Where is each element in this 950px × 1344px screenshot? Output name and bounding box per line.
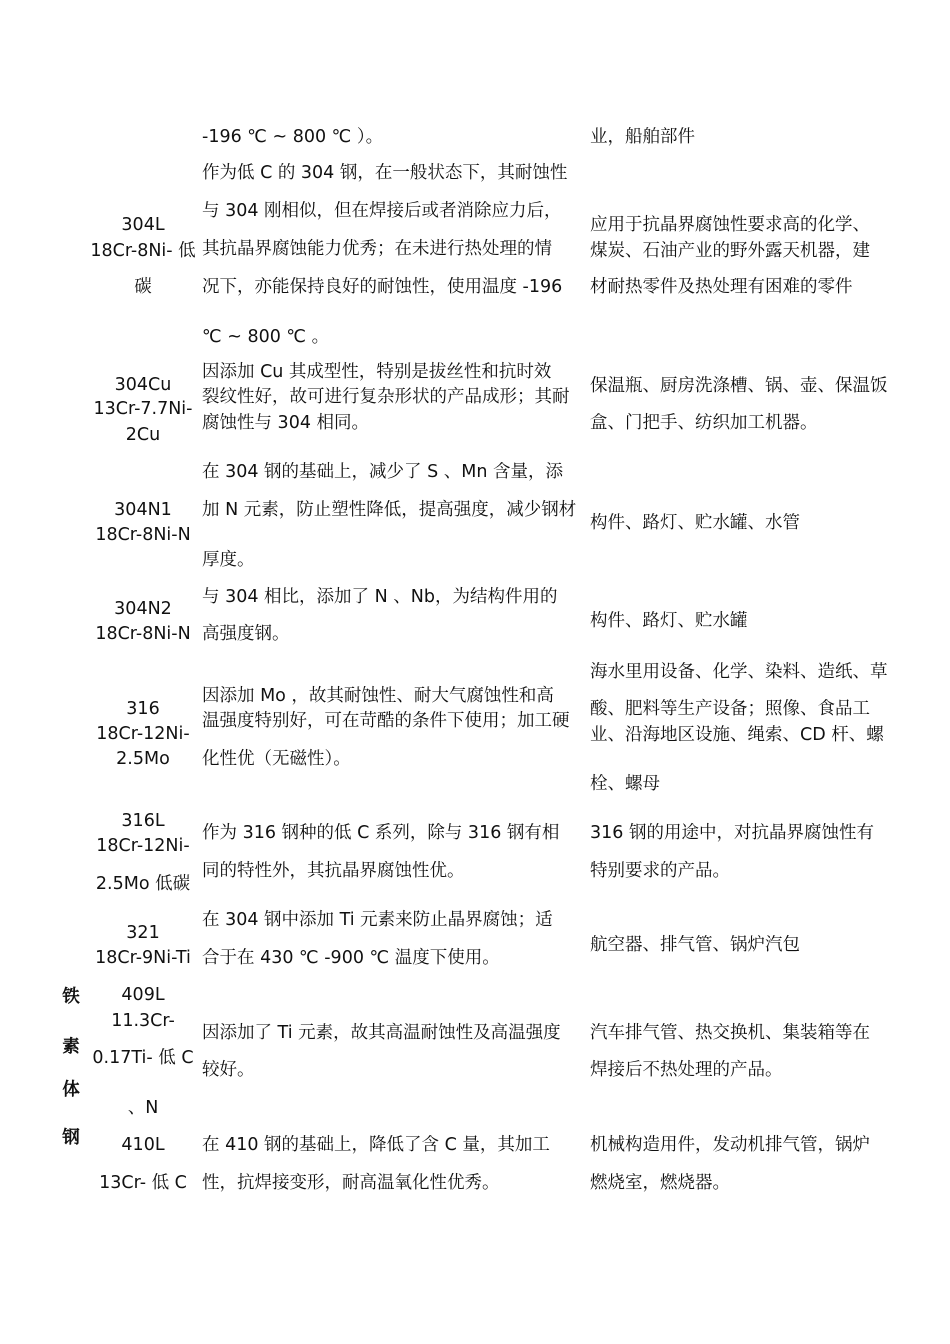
grade-name-line: 13Cr-7.7Ni- <box>93 399 193 419</box>
category-label-char: 体 <box>62 1080 80 1100</box>
grade-name-line: 304N2 <box>114 599 172 619</box>
characteristic-line: 在 410 钢的基础上，降低了含 C 量，其加工 <box>202 1135 550 1155</box>
grade-name-line: 11.3Cr- <box>111 1011 175 1031</box>
characteristic-line: 较好。 <box>202 1060 255 1080</box>
grade-name-line: 304N1 <box>114 500 172 520</box>
application-line: 煤炭、石油产业的野外露天机器，建 <box>590 241 870 261</box>
grade-name-line: 碳 <box>134 277 152 297</box>
application-line: 汽车排气管、热交换机、集装箱等在 <box>590 1023 870 1043</box>
characteristic-line: 其抗晶界腐蚀能力优秀；在未进行热处理的情 <box>202 239 552 259</box>
grade-name-line: 18Cr-8Ni-N <box>95 525 191 545</box>
characteristic-line: 作为低 C 的 304 钢，在一般状态下，其耐蚀性 <box>202 163 568 183</box>
grade-name-line: 18Cr-9Ni-Ti <box>95 948 191 968</box>
grade-name-line: 18Cr-12Ni- <box>96 724 190 744</box>
grade-name-line: 2Cu <box>125 425 161 445</box>
characteristic-line: 同的特性外，其抗晶界腐蚀性优。 <box>202 861 465 881</box>
characteristic-line: 况下，亦能保持良好的耐蚀性，使用温度 -196 <box>202 277 563 297</box>
characteristic-line: 因添加 Cu 其成型性，特别是拔丝性和抗时效 <box>202 362 552 382</box>
application-line: 盒、门把手、纺织加工机器。 <box>590 413 818 433</box>
grade-name-line: 、N <box>127 1098 159 1118</box>
characteristic-line: 化性优（无磁性）。 <box>202 749 351 769</box>
application-line: 应用于抗晶界腐蚀性要求高的化学、 <box>590 215 870 235</box>
grade-name-line: 321 <box>126 923 160 943</box>
application-line: 酸、肥料等生产设备；照像、食品工 <box>590 699 870 719</box>
characteristic-line: 性，抗焊接变形，耐高温氧化性优秀。 <box>202 1173 500 1193</box>
grade-name-line: 410L <box>121 1135 165 1155</box>
application-line: 燃烧室，燃烧器。 <box>590 1173 730 1193</box>
application-line: 海水里用设备、化学、染料、造纸、草 <box>590 662 888 682</box>
grade-name-line: 18Cr-12Ni- <box>96 836 190 856</box>
grade-name-line: 304L <box>121 215 165 235</box>
application-line: 特别要求的产品。 <box>590 861 730 881</box>
characteristic-line: 在 304 钢中添加 Ti 元素来防止晶界腐蚀；适 <box>202 910 553 930</box>
grade-name-line: 13Cr- 低 C <box>99 1173 187 1193</box>
characteristic-line: 在 304 钢的基础上，减少了 S 、Mn 含量，添 <box>202 462 564 482</box>
application-line: 构件、路灯、贮水罐、水管 <box>590 513 800 533</box>
application-line: 业，船舶部件 <box>590 127 695 147</box>
characteristic-line: 与 304 相比，添加了 N 、Nb，为结构件用的 <box>202 587 558 607</box>
grade-name-line: 18Cr-8Ni-N <box>95 624 191 644</box>
characteristic-line: 因添加 Mo ，故其耐蚀性、耐大气腐蚀性和高 <box>202 686 554 706</box>
application-line: 栓、螺母 <box>590 774 660 794</box>
characteristic-line: 裂纹性好，故可进行复杂形状的产品成形；其耐 <box>202 387 570 407</box>
application-line: 构件、路灯、贮水罐 <box>590 611 748 631</box>
grade-name-line: 316L <box>121 811 165 831</box>
characteristic-line: 合于在 430 ℃ -900 ℃ 温度下使用。 <box>202 948 500 968</box>
characteristic-line: ℃ ~ 800 ℃ 。 <box>202 327 330 347</box>
application-line: 机械构造用件，发动机排气管，锅炉 <box>590 1135 870 1155</box>
characteristic-line: 加 N 元素，防止塑性降低，提高强度，减少钢材 <box>202 500 577 520</box>
category-label-char: 铁 <box>62 987 80 1007</box>
category-label-char: 素 <box>62 1037 80 1057</box>
characteristic-line: 与 304 刚相似，但在焊接后或者消除应力后， <box>202 201 562 221</box>
characteristic-line: 高强度钢。 <box>202 624 290 644</box>
grade-name-line: 304Cu <box>114 375 172 395</box>
characteristic-line: 因添加了 Ti 元素，故其高温耐蚀性及高温强度 <box>202 1023 561 1043</box>
grade-name-line: 316 <box>126 699 160 719</box>
grade-name-line: 2.5Mo <box>116 749 170 769</box>
grade-name-line: 18Cr-8Ni- 低 <box>90 241 196 261</box>
grade-name-line: 409L <box>121 985 165 1005</box>
characteristic-line: 温强度特别好，可在苛酷的条件下使用；加工硬 <box>202 711 570 731</box>
characteristic-line: 厚度。 <box>202 550 255 570</box>
characteristic-line: 作为 316 钢种的低 C 系列，除与 316 钢有相 <box>202 823 560 843</box>
grade-name-line: 0.17Ti- 低 C <box>92 1048 194 1068</box>
application-line: 316 钢的用途中，对抗晶界腐蚀性有 <box>590 823 874 843</box>
application-line: 材耐热零件及热处理有困难的零件 <box>590 277 853 297</box>
category-label-char: 钢 <box>62 1128 80 1148</box>
application-line: 航空器、排气管、锅炉汽包 <box>590 935 800 955</box>
application-line: 保温瓶、厨房洗涤槽、锅、壶、保温饭 <box>590 376 888 396</box>
grade-name-line: 2.5Mo 低碳 <box>95 874 191 894</box>
application-line: 焊接后不热处理的产品。 <box>590 1060 783 1080</box>
application-line: 业、沿海地区设施、绳索、CD 杆、螺 <box>590 725 884 745</box>
characteristic-line: 腐蚀性与 304 相同。 <box>202 413 370 433</box>
characteristic-line: -196 ℃ ~ 800 ℃ ）。 <box>202 127 384 147</box>
